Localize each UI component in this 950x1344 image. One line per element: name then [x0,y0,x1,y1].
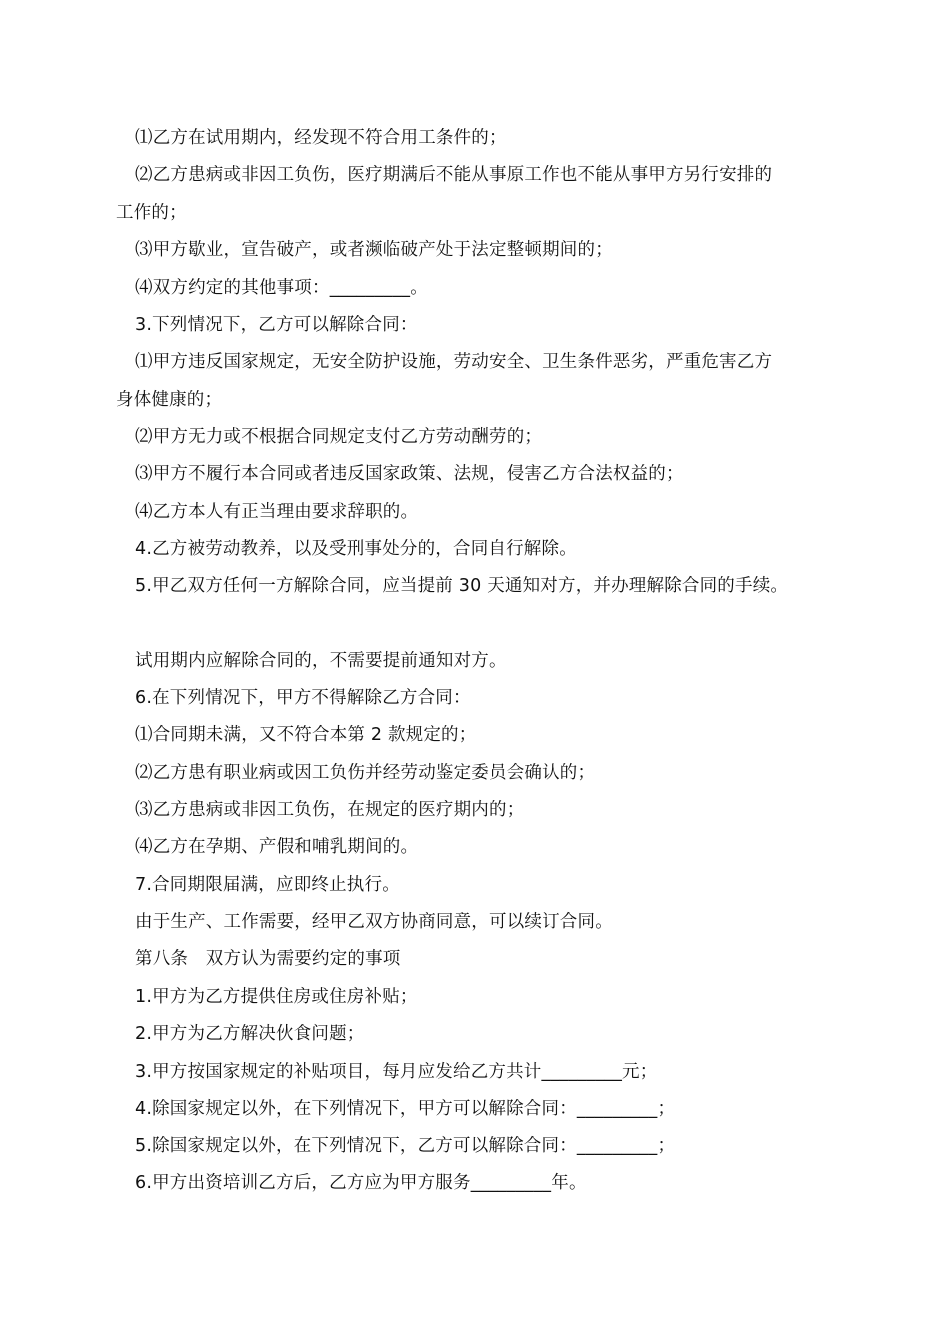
clause-heading: 6.甲方出资培训乙方后，乙方应为甲方服务_________年。 [135,1173,587,1193]
clause-line: ⑶甲方歇业，宣告破产，或者濒临破产处于法定整顿期间的； [135,240,613,260]
article-heading: 第八条 双方认为需要约定的事项 [135,949,401,969]
clause-line: 由于生产、工作需要，经甲乙双方协商同意，可以续订合同。 [135,912,613,932]
clause-line: ⑵乙方患有职业病或因工负伤并经劳动鉴定委员会确认的； [135,763,596,783]
clause-line-continued: 身体健康的； [116,390,223,410]
clause-heading: 4.乙方被劳动教养，以及受刑事处分的，合同自行解除。 [135,539,577,559]
clause-line: ⑴甲方违反国家规定，无安全防护设施，劳动安全、卫生条件恶劣，严重危害乙方 [135,352,773,372]
clause-heading: 6.在下列情况下，甲方不得解除乙方合同： [135,688,471,708]
clause-line: ⑵甲方无力或不根据合同规定支付乙方劳动酬劳的； [135,427,543,447]
clause-heading: 4.除国家规定以外，在下列情况下，甲方可以解除合同：_________； [135,1099,676,1119]
clause-line: ⑶甲方不履行本合同或者违反国家政策、法规，侵害乙方合法权益的； [135,464,684,484]
clause-line: ⑴合同期未满，又不符合本第 2 款规定的； [135,725,477,745]
clause-heading: 7.合同期限届满，应即终止执行。 [135,875,400,895]
clause-heading: 3.下列情况下，乙方可以解除合同： [135,315,418,335]
clause-line: ⑵乙方患病或非因工负伤，医疗期满后不能从事原工作也不能从事甲方另行安排的 [135,165,773,185]
clause-heading: 2.甲方为乙方解决伙食问题； [135,1024,365,1044]
clause-line: ⑶乙方患病或非因工负伤，在规定的医疗期内的； [135,800,525,820]
clause-line: ⑷乙方在孕期、产假和哺乳期间的。 [135,837,419,857]
clause-heading: 5.甲乙双方任何一方解除合同，应当提前 30 天通知对方，并办理解除合同的手续。 [135,576,789,596]
clause-heading: 1.甲方为乙方提供住房或住房补贴； [135,987,418,1007]
clause-line-continued: 工作的； [116,203,187,223]
clause-heading: 3.甲方按国家规定的补贴项目，每月应发给乙方共计_________元； [135,1062,658,1082]
clause-line: ⑷乙方本人有正当理由要求辞职的。 [135,502,419,522]
clause-line: ⑷双方约定的其他事项：_________。 [135,278,428,298]
clause-line: ⑴乙方在试用期内，经发现不符合用工条件的； [135,128,507,148]
clause-line: 试用期内应解除合同的，不需要提前通知对方。 [135,651,507,671]
clause-heading: 5.除国家规定以外，在下列情况下，乙方可以解除合同：_________； [135,1136,676,1156]
